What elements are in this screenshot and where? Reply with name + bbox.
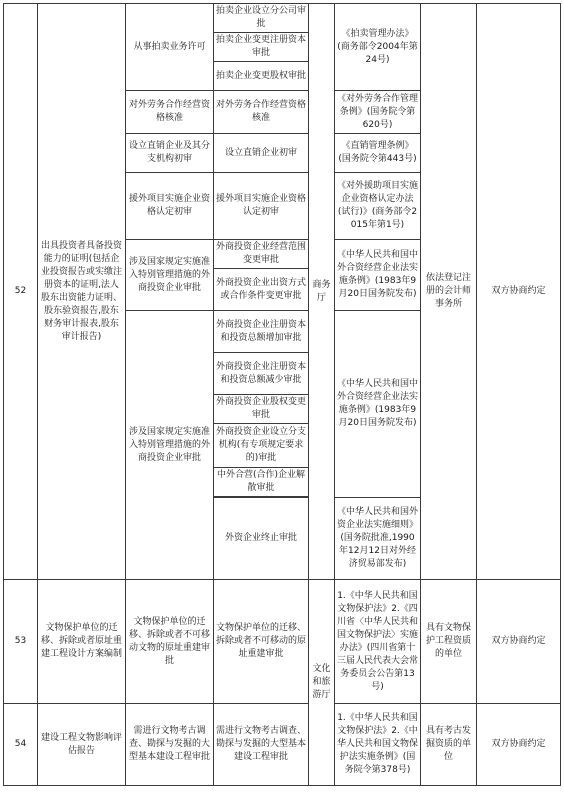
legal-basis: 《对外援助项目实施企业资格认定办法(试行)》(商务部令2015年第1号) [335, 173, 421, 240]
table-row [4, 4, 561, 33]
charging-method: 双方协商约定 [477, 580, 561, 704]
intermediary-matter: 出具投资者具备投资能力的证明(包括企业投资报告或实缴注册资本的证明,法人股东出资能力证明、股东验资报告,股东财务审计报表,股东审计报告) [38, 4, 126, 580]
intermediary-matter: 文物保护单位的迁移、拆除或者原址重建工程设计方案编制 [38, 580, 126, 704]
intermediary-services-table [3, 3, 561, 786]
legal-basis: 《中华人民共和国中外合资经营企业法实施条例》(1983年9月20日国务院发布) [335, 240, 421, 311]
approval-item: 文物保护单位的迁移、拆除或者不可移动文物的原址重建审批 [126, 580, 214, 704]
legal-basis: 1.《中华人民共和国文物保护法》2.《四川省〈中华人民共和国文物保护法〉实施办法》(四川省第十三届人民代表大会常务委员会公告第13号) [335, 580, 421, 704]
approval-item: 对外劳务合作经营资格核准 [126, 91, 214, 134]
service-agency: 具有考古发掘资质的单位 [421, 704, 477, 786]
sub-item: 外商投资企业设立分支机构(有专项规定要求的)审批 [214, 424, 309, 468]
table-row [4, 580, 561, 704]
approval-item: 涉及国家规定实施准入特别管理措施的外商投资企业审批 [126, 240, 214, 311]
legal-basis: 《中华人民共和国外资企业法实施细则》(国务院批准,1990年12月12日对外经济贸易部发布) [335, 498, 421, 580]
sub-item: 拍卖企业变更股权审批 [214, 62, 309, 91]
sub-item: 对外劳务合作经营资格核准 [214, 91, 309, 134]
sub-item: 文物保护单位的迁移、拆除或者不可移动的原址重建审批 [214, 580, 309, 704]
sub-item: 外商投资企业注册资本和投资总额增加审批 [214, 311, 309, 353]
approval-item: 从事拍卖业务许可 [126, 4, 214, 91]
service-agency: 依法登记注册的会计师事务所 [421, 4, 477, 580]
sub-item: 需进行文物考古调查、勘探与发掘的大型基本建设工程审批 [214, 704, 309, 786]
legal-basis: 《中华人民共和国中外合资经营企业法实施条例》(1983年9月20日国务院发布) [335, 311, 421, 498]
sub-item: 援外项目实施企业资格认定初审 [214, 173, 309, 240]
approval-item: 援外项目实施企业资格认定初审 [126, 173, 214, 240]
sub-item: 外商投资企业经营范围变更审批 [214, 240, 309, 269]
legal-basis: 《拍卖管理办法》(商务部令2004年第24号) [335, 4, 421, 91]
sub-item: 中外合营(合作)企业解散审批 [214, 468, 309, 497]
legal-basis: 《直销管理条例》(国务院令第443号) [335, 134, 421, 173]
row-number: 52 [4, 4, 38, 580]
approval-item: 需进行文物考古调查、勘探与发掘的大型基本建设工程审批 [126, 704, 214, 786]
sub-item: 外商投资企业出资方式或合作条件变更审批 [214, 269, 309, 311]
sub-item: 外商投资企业股权变更审批 [214, 395, 309, 424]
legal-basis: 《对外劳务合作管理条例》(国务院令第620号) [335, 91, 421, 134]
department: 文化和旅游厅 [309, 580, 335, 786]
charging-method: 双方协商约定 [477, 704, 561, 786]
sub-item: 外资企业终止审批 [214, 498, 309, 580]
row-number: 54 [4, 704, 38, 786]
intermediary-matter: 建设工程文物影响评估报告 [38, 704, 126, 786]
table-row [4, 704, 561, 786]
charging-method: 双方协商约定 [477, 4, 561, 580]
sub-item: 设立直销企业初审 [214, 134, 309, 173]
row-number: 53 [4, 580, 38, 704]
department: 商务厅 [309, 4, 335, 580]
sub-item: 拍卖企业变更注册资本审批 [214, 33, 309, 62]
service-agency: 具有文物保护工程资质的单位 [421, 580, 477, 704]
legal-basis: 1.《中华人民共和国文物保护法》2.《中华人民共和国文物保护法实施条例》(国务院令第378号) [335, 704, 421, 786]
approval-item: 涉及国家规定实施准入特别管理措施的外商投资企业审批 [126, 311, 214, 580]
sub-item: 外商投资企业注册资本和投资总额减少审批 [214, 353, 309, 395]
approval-item: 设立直销企业及其分支机构初审 [126, 134, 214, 173]
sub-item: 拍卖企业设立分公司审批 [214, 4, 309, 33]
